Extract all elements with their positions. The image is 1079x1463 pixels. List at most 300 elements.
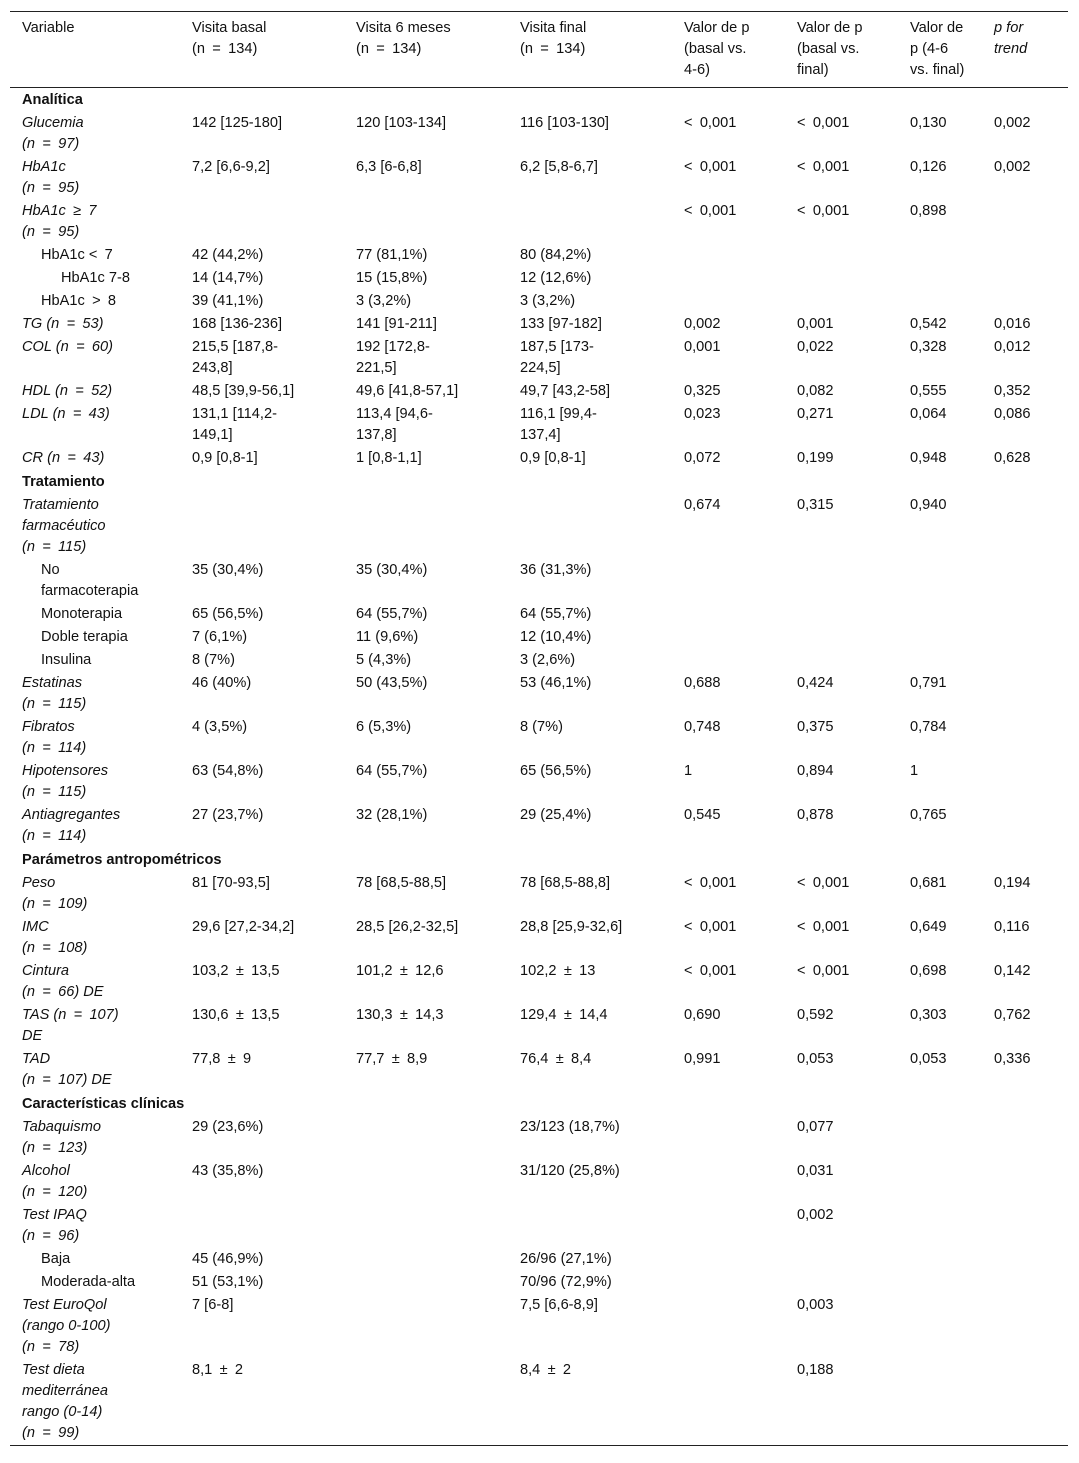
- variable-cell: Moderada-alta: [41, 1274, 136, 1290]
- p-46-final-cell: [898, 1204, 982, 1248]
- basal-cell: 29 (23,6%): [192, 1119, 264, 1135]
- p-basal-46-cell: 0,690: [684, 1007, 721, 1023]
- p-46-final-cell: [898, 603, 982, 626]
- basal-cell: 14 (14,7%): [192, 270, 264, 286]
- p-46-final-cell: 0,940: [910, 497, 947, 513]
- basal-cell: 77,8 ± 9: [192, 1051, 252, 1067]
- variable-cell: HDL (n = 52): [22, 383, 113, 399]
- p-trend-cell: 0,628: [994, 450, 1031, 466]
- six-months-cell: 49,6 [41,8-57,1]: [356, 383, 459, 399]
- p-basal-46-cell: [672, 267, 785, 290]
- section-title: Características clínicas: [22, 1096, 185, 1112]
- p-trend-cell: [982, 649, 1068, 672]
- header-visita-final: Visita final (n = 134): [520, 20, 587, 57]
- basal-cell: 142 [125-180]: [192, 115, 283, 131]
- p-basal-46-cell: [672, 559, 785, 603]
- p-basal-final-cell: 0,053: [797, 1051, 834, 1067]
- six-months-cell: 15 (15,8%): [356, 270, 428, 286]
- basal-cell: 46 (40%): [192, 675, 252, 691]
- p-trend-cell: [982, 1359, 1068, 1446]
- basal-cell: 27 (23,7%): [192, 807, 264, 823]
- basal-cell: 48,5 [39,9-56,1]: [192, 383, 295, 399]
- p-basal-final-cell: 0,375: [797, 719, 834, 735]
- p-trend-cell: 0,762: [994, 1007, 1031, 1023]
- p-basal-46-cell: [672, 1271, 785, 1294]
- table-row: [10, 380, 1068, 403]
- p-basal-46-cell: < 0,001: [684, 875, 737, 891]
- basal-cell: 8 (7%): [192, 652, 235, 668]
- variable-cell: CR (n = 43): [22, 450, 105, 466]
- p-trend-cell: 0,352: [994, 383, 1031, 399]
- variable-cell: HbA1c ≥ 7 (n = 95): [22, 203, 97, 240]
- p-trend-cell: 0,016: [994, 316, 1031, 332]
- six-months-cell: [344, 1160, 508, 1204]
- variable-cell: Glucemia (n = 97): [22, 115, 84, 152]
- p-basal-46-cell: 0,688: [684, 675, 721, 691]
- final-cell: 12 (10,4%): [520, 629, 592, 645]
- p-46-final-cell: 0,555: [910, 383, 947, 399]
- table-row: [10, 960, 1068, 1004]
- final-cell: 36 (31,3%): [520, 562, 592, 578]
- p-basal-final-cell: < 0,001: [797, 203, 850, 219]
- variable-cell: Tabaquismo (n = 123): [22, 1119, 101, 1156]
- six-months-cell: 141 [91-211]: [356, 316, 437, 332]
- table-row: [10, 1248, 1068, 1271]
- p-trend-cell: [982, 1116, 1068, 1160]
- six-months-cell: 64 (55,7%): [356, 606, 428, 622]
- p-trend-cell: [982, 716, 1068, 760]
- variable-cell: LDL (n = 43): [22, 406, 110, 422]
- basal-cell: 7 (6,1%): [192, 629, 248, 645]
- final-cell: 29 (25,4%): [520, 807, 592, 823]
- variable-cell: Antiagregantes (n = 114): [22, 807, 121, 844]
- basal-cell: 39 (41,1%): [192, 293, 264, 309]
- p-basal-final-cell: < 0,001: [797, 159, 850, 175]
- p-46-final-cell: [898, 1294, 982, 1359]
- variable-cell: Estatinas (n = 115): [22, 675, 87, 712]
- six-months-cell: 3 (3,2%): [356, 293, 412, 309]
- variable-cell: HbA1c > 8: [41, 293, 117, 309]
- p-basal-final-cell: < 0,001: [797, 875, 850, 891]
- table-row: [10, 112, 1068, 156]
- table-row: [10, 626, 1068, 649]
- p-trend-cell: [982, 760, 1068, 804]
- p-trend-cell: 0,142: [994, 963, 1031, 979]
- p-basal-46-cell: 0,001: [684, 339, 721, 355]
- p-trend-cell: [982, 1248, 1068, 1271]
- table-row: [10, 1271, 1068, 1294]
- p-basal-46-cell: [672, 1160, 785, 1204]
- p-trend-cell: [982, 804, 1068, 848]
- p-basal-46-cell: < 0,001: [684, 963, 737, 979]
- p-trend-cell: [982, 494, 1068, 559]
- table-row: [10, 1359, 1068, 1446]
- table-row: [10, 267, 1068, 290]
- six-months-cell: [344, 1359, 508, 1446]
- variable-cell: Test dieta mediterránea rango (0-14) (n = 99): [22, 1362, 108, 1441]
- table-row: [10, 603, 1068, 626]
- p-basal-46-cell: 0,545: [684, 807, 721, 823]
- basal-cell: 130,6 ± 13,5: [192, 1007, 280, 1023]
- basal-cell: 168 [136-236]: [192, 316, 283, 332]
- p-46-final-cell: [898, 1248, 982, 1271]
- p-basal-46-cell: [672, 1116, 785, 1160]
- table-row: [10, 494, 1068, 559]
- six-months-cell: 6,3 [6-6,8]: [356, 159, 422, 175]
- basal-cell: 4 (3,5%): [192, 719, 248, 735]
- p-basal-46-cell: [672, 603, 785, 626]
- section-row: [10, 88, 1068, 113]
- header-visita-6-meses: Visita 6 meses (n = 134): [356, 20, 451, 57]
- header-p-basal-vs-4-6: Valor de p (basal vs. 4-6): [684, 20, 750, 78]
- final-cell: 49,7 [43,2-58]: [520, 383, 611, 399]
- p-basal-final-cell: [785, 626, 898, 649]
- p-trend-cell: 0,002: [994, 115, 1031, 131]
- table-row: [10, 760, 1068, 804]
- p-basal-final-cell: 0,002: [797, 1207, 834, 1223]
- variable-cell: HbA1c < 7: [41, 247, 113, 263]
- final-cell: 8,4 ± 2: [520, 1362, 572, 1378]
- header-p-basal-vs-final: Valor de p (basal vs. final): [797, 20, 863, 78]
- six-months-cell: [344, 1248, 508, 1271]
- variable-cell: IMC (n = 108): [22, 919, 88, 956]
- six-months-cell: [344, 1271, 508, 1294]
- table-header-row: [10, 12, 1068, 88]
- p-trend-cell: [982, 672, 1068, 716]
- p-46-final-cell: [898, 267, 982, 290]
- p-46-final-cell: [898, 290, 982, 313]
- p-basal-final-cell: [785, 244, 898, 267]
- p-46-final-cell: [898, 649, 982, 672]
- six-months-cell: 28,5 [26,2-32,5]: [356, 919, 459, 935]
- section-row: [10, 848, 1068, 872]
- p-basal-final-cell: [785, 603, 898, 626]
- table-row: [10, 916, 1068, 960]
- variable-cell: COL (n = 60): [22, 339, 113, 355]
- table-row: [10, 200, 1068, 244]
- p-basal-final-cell: 0,271: [797, 406, 834, 422]
- six-months-cell: [344, 200, 508, 244]
- p-46-final-cell: 0,130: [910, 115, 947, 131]
- p-basal-46-cell: < 0,001: [684, 115, 737, 131]
- table-row: [10, 244, 1068, 267]
- table-row: [10, 804, 1068, 848]
- p-basal-46-cell: 0,991: [684, 1051, 721, 1067]
- six-months-cell: 77,7 ± 8,9: [356, 1051, 428, 1067]
- final-cell: 102,2 ± 13: [520, 963, 596, 979]
- p-basal-final-cell: [785, 1248, 898, 1271]
- final-cell: 80 (84,2%): [520, 247, 592, 263]
- p-basal-final-cell: 0,022: [797, 339, 834, 355]
- table-row: [10, 1204, 1068, 1248]
- six-months-cell: [344, 1294, 508, 1359]
- p-basal-final-cell: < 0,001: [797, 963, 850, 979]
- six-months-cell: 120 [103-134]: [356, 115, 447, 131]
- final-cell: 129,4 ± 14,4: [520, 1007, 608, 1023]
- p-basal-final-cell: 0,031: [797, 1163, 834, 1179]
- p-46-final-cell: 0,784: [910, 719, 947, 735]
- p-trend-cell: [982, 559, 1068, 603]
- p-basal-46-cell: 0,674: [684, 497, 721, 513]
- section-title: Tratamiento: [22, 474, 105, 490]
- p-46-final-cell: [898, 1271, 982, 1294]
- p-basal-final-cell: [785, 649, 898, 672]
- basal-cell: 215,5 [187,8- 243,8]: [192, 339, 279, 376]
- p-basal-46-cell: [672, 1204, 785, 1248]
- p-basal-final-cell: 0,199: [797, 450, 834, 466]
- p-46-final-cell: 0,053: [910, 1051, 947, 1067]
- p-46-final-cell: [898, 244, 982, 267]
- p-basal-46-cell: [672, 1359, 785, 1446]
- basal-cell: 103,2 ± 13,5: [192, 963, 280, 979]
- p-46-final-cell: [898, 1116, 982, 1160]
- table-row: [10, 1004, 1068, 1048]
- p-basal-46-cell: 0,072: [684, 450, 721, 466]
- basal-cell: 45 (46,9%): [192, 1251, 264, 1267]
- p-trend-cell: [982, 1204, 1068, 1248]
- p-46-final-cell: [898, 559, 982, 603]
- p-basal-46-cell: < 0,001: [684, 919, 737, 935]
- table-row: [10, 1294, 1068, 1359]
- p-basal-final-cell: 0,077: [797, 1119, 834, 1135]
- basal-cell: [180, 200, 344, 244]
- p-trend-cell: 0,116: [994, 919, 1030, 935]
- final-cell: 76,4 ± 8,4: [520, 1051, 592, 1067]
- p-basal-46-cell: 0,748: [684, 719, 721, 735]
- p-trend-cell: [982, 1271, 1068, 1294]
- p-trend-cell: [982, 244, 1068, 267]
- p-basal-46-cell: < 0,001: [684, 203, 737, 219]
- variable-cell: Doble terapia: [41, 629, 128, 645]
- basal-cell: 43 (35,8%): [192, 1163, 264, 1179]
- final-cell: 116 [103-130]: [520, 115, 609, 131]
- basal-cell: [180, 1204, 344, 1248]
- p-46-final-cell: 0,681: [910, 875, 947, 891]
- variable-cell: Test IPAQ (n = 96): [22, 1207, 87, 1244]
- p-basal-46-cell: 0,023: [684, 406, 721, 422]
- basal-cell: 63 (54,8%): [192, 763, 264, 779]
- final-cell: 6,2 [5,8-6,7]: [520, 159, 598, 175]
- p-trend-cell: [982, 603, 1068, 626]
- six-months-cell: 101,2 ± 12,6: [356, 963, 444, 979]
- p-basal-final-cell: < 0,001: [797, 115, 850, 131]
- variable-cell: Tratamiento farmacéutico (n = 115): [22, 497, 106, 555]
- final-cell: 116,1 [99,4- 137,4]: [520, 406, 597, 443]
- final-cell: 187,5 [173- 224,5]: [520, 339, 594, 376]
- p-basal-final-cell: 0,001: [797, 316, 834, 332]
- final-cell: 26/96 (27,1%): [520, 1251, 612, 1267]
- final-cell: 3 (3,2%): [520, 293, 576, 309]
- table-row: [10, 1160, 1068, 1204]
- p-basal-final-cell: [785, 559, 898, 603]
- header-p-for-trend: p for trend: [994, 20, 1028, 57]
- results-table-container: [10, 11, 1068, 1446]
- final-cell: 31/120 (25,8%): [520, 1163, 620, 1179]
- p-trend-cell: [982, 290, 1068, 313]
- variable-cell: TAD (n = 107) DE: [22, 1051, 112, 1088]
- header-variable: Variable: [22, 20, 75, 36]
- final-cell: [508, 200, 672, 244]
- basal-cell: 29,6 [27,2-34,2]: [192, 919, 295, 935]
- basal-cell: 42 (44,2%): [192, 247, 264, 263]
- basal-cell: 65 (56,5%): [192, 606, 264, 622]
- six-months-cell: 77 (81,1%): [356, 247, 428, 263]
- p-trend-cell: 0,194: [994, 875, 1031, 891]
- results-table: [10, 11, 1068, 1446]
- p-46-final-cell: [898, 626, 982, 649]
- p-46-final-cell: 0,542: [910, 316, 947, 332]
- variable-cell: TAS (n = 107) DE: [22, 1007, 119, 1044]
- p-basal-46-cell: [672, 1248, 785, 1271]
- p-basal-46-cell: [672, 649, 785, 672]
- table-row: [10, 872, 1068, 916]
- variable-cell: No farmacoterapia: [41, 562, 139, 599]
- p-46-final-cell: 0,064: [910, 406, 947, 422]
- p-trend-cell: [982, 200, 1068, 244]
- final-cell: 78 [68,5-88,8]: [520, 875, 611, 891]
- basal-cell: 131,1 [114,2- 149,1]: [192, 406, 277, 443]
- p-basal-final-cell: 0,878: [797, 807, 834, 823]
- variable-cell: HbA1c (n = 95): [22, 159, 80, 196]
- six-months-cell: 11 (9,6%): [356, 629, 419, 645]
- p-basal-46-cell: 0,002: [684, 316, 721, 332]
- p-46-final-cell: 0,791: [910, 675, 947, 691]
- final-cell: 64 (55,7%): [520, 606, 592, 622]
- p-trend-cell: [982, 1160, 1068, 1204]
- p-basal-final-cell: 0,082: [797, 383, 834, 399]
- final-cell: 3 (2,6%): [520, 652, 576, 668]
- final-cell: 28,8 [25,9-32,6]: [520, 919, 623, 935]
- p-46-final-cell: 0,765: [910, 807, 947, 823]
- p-basal-46-cell: < 0,001: [684, 159, 737, 175]
- six-months-cell: 50 (43,5%): [356, 675, 428, 691]
- final-cell: [508, 1204, 672, 1248]
- final-cell: 53 (46,1%): [520, 675, 592, 691]
- p-trend-cell: 0,086: [994, 406, 1031, 422]
- p-basal-46-cell: 0,325: [684, 383, 721, 399]
- header-visita-basal: Visita basal (n = 134): [192, 20, 267, 57]
- p-basal-final-cell: 0,188: [797, 1362, 834, 1378]
- final-cell: 23/123 (18,7%): [520, 1119, 620, 1135]
- basal-cell: 51 (53,1%): [192, 1274, 264, 1290]
- six-months-cell: 1 [0,8-1,1]: [356, 450, 422, 466]
- table-row: [10, 403, 1068, 447]
- six-months-cell: 5 (4,3%): [356, 652, 412, 668]
- p-46-final-cell: 0,698: [910, 963, 947, 979]
- p-trend-cell: 0,012: [994, 339, 1031, 355]
- p-trend-cell: [982, 1294, 1068, 1359]
- variable-cell: Peso (n = 109): [22, 875, 88, 912]
- six-months-cell: 130,3 ± 14,3: [356, 1007, 444, 1023]
- table-row: [10, 1048, 1068, 1092]
- p-basal-final-cell: 0,315: [797, 497, 834, 513]
- p-basal-final-cell: 0,894: [797, 763, 834, 779]
- p-basal-final-cell: [785, 1271, 898, 1294]
- basal-cell: 81 [70-93,5]: [192, 875, 270, 891]
- table-row: [10, 1116, 1068, 1160]
- table-row: [10, 156, 1068, 200]
- six-months-cell: 192 [172,8- 221,5]: [356, 339, 430, 376]
- final-cell: 133 [97-182]: [520, 316, 602, 332]
- variable-cell: TG (n = 53): [22, 316, 104, 332]
- p-trend-cell: 0,002: [994, 159, 1031, 175]
- variable-cell: Fibratos (n = 114): [22, 719, 87, 756]
- p-basal-46-cell: [672, 626, 785, 649]
- basal-cell: 8,1 ± 2: [192, 1362, 244, 1378]
- table-row: [10, 649, 1068, 672]
- p-46-final-cell: 0,649: [910, 919, 947, 935]
- p-basal-46-cell: [672, 1294, 785, 1359]
- p-basal-final-cell: < 0,001: [797, 919, 850, 935]
- basal-cell: 0,9 [0,8-1]: [192, 450, 258, 466]
- six-months-cell: [344, 494, 508, 559]
- p-basal-46-cell: 1: [684, 763, 693, 779]
- final-cell: 0,9 [0,8-1]: [520, 450, 586, 466]
- p-trend-cell: [982, 267, 1068, 290]
- p-basal-final-cell: 0,003: [797, 1297, 834, 1313]
- final-cell: 65 (56,5%): [520, 763, 592, 779]
- p-46-final-cell: 1: [910, 763, 919, 779]
- table-row: [10, 672, 1068, 716]
- six-months-cell: [344, 1204, 508, 1248]
- variable-cell: Cintura (n = 66) DE: [22, 963, 104, 1000]
- p-46-final-cell: [898, 1359, 982, 1446]
- basal-cell: 35 (30,4%): [192, 562, 264, 578]
- section-title: Parámetros antropométricos: [22, 852, 222, 868]
- variable-cell: Test EuroQol (rango 0-100) (n = 78): [22, 1297, 111, 1355]
- table-body: [10, 88, 1068, 1446]
- section-title: Analítica: [22, 92, 83, 108]
- p-basal-46-cell: [672, 290, 785, 313]
- p-46-final-cell: 0,898: [910, 203, 947, 219]
- six-months-cell: 113,4 [94,6- 137,8]: [356, 406, 433, 443]
- p-46-final-cell: 0,303: [910, 1007, 947, 1023]
- final-cell: 8 (7%): [520, 719, 563, 735]
- section-row: [10, 1092, 1068, 1116]
- variable-cell: Insulina: [41, 652, 92, 668]
- variable-cell: Hipotensores (n = 115): [22, 763, 108, 800]
- variable-cell: Monoterapia: [41, 606, 123, 622]
- p-46-final-cell: 0,948: [910, 450, 947, 466]
- p-basal-46-cell: [672, 244, 785, 267]
- table-row: [10, 336, 1068, 380]
- six-months-cell: 78 [68,5-88,5]: [356, 875, 447, 891]
- basal-cell: 7 [6-8]: [192, 1297, 234, 1313]
- final-cell: [508, 494, 672, 559]
- section-row: [10, 470, 1068, 494]
- p-46-final-cell: [898, 1160, 982, 1204]
- p-trend-cell: [982, 626, 1068, 649]
- six-months-cell: 6 (5,3%): [356, 719, 412, 735]
- table-row: [10, 313, 1068, 336]
- p-46-final-cell: 0,126: [910, 159, 947, 175]
- table-row: [10, 716, 1068, 760]
- six-months-cell: 32 (28,1%): [356, 807, 428, 823]
- p-basal-final-cell: [785, 267, 898, 290]
- final-cell: 12 (12,6%): [520, 270, 592, 286]
- table-row: [10, 447, 1068, 470]
- variable-cell: Baja: [41, 1251, 71, 1267]
- p-basal-final-cell: 0,592: [797, 1007, 834, 1023]
- table-row: [10, 559, 1068, 603]
- variable-cell: HbA1c 7-8: [61, 270, 130, 286]
- basal-cell: 7,2 [6,6-9,2]: [192, 159, 270, 175]
- header-p-4-6-vs-final: Valor de p (4-6 vs. final): [910, 20, 965, 78]
- basal-cell: [180, 494, 344, 559]
- p-basal-final-cell: 0,424: [797, 675, 834, 691]
- final-cell: 70/96 (72,9%): [520, 1274, 612, 1290]
- p-46-final-cell: 0,328: [910, 339, 947, 355]
